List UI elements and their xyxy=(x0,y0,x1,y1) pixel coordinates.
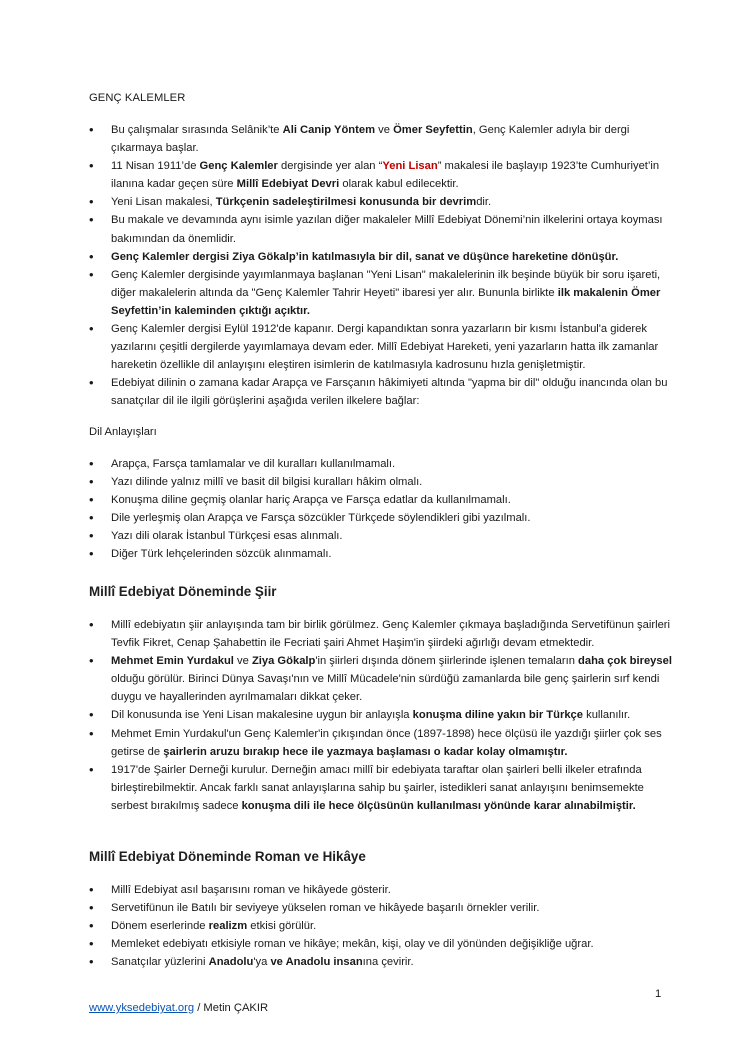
list-item xyxy=(89,266,674,320)
emphasized-text: Genç Kalemler xyxy=(199,160,278,173)
emphasized-text: Genç Kalemler dergisi Ziya Gökalp’in katılmasıyla bir dil, sanat ve düşünce hareketine dönüşür. xyxy=(111,250,619,263)
list-item-text: ve xyxy=(233,655,252,668)
list-item xyxy=(89,761,674,815)
list-item-text: Yeni Lisan makalesi, xyxy=(111,196,216,209)
list-item xyxy=(89,616,674,652)
list-item-text: olduğu görülür. Birinci Dünya Savaşı'nın ve Millî Mücadele'nin sürdüğü zamanlarda bile genç şairlerin sırf kendi duygu ve hayallerinden ayrılmamaları dikkat çeker. xyxy=(111,673,660,704)
list-item-text: Dile yerleşmiş olan Arapça ve Farsça sözcükler Türkçede söylendikleri gibi yazılmalı. xyxy=(111,512,531,525)
list-item-text: Sanatçılar yüzlerini xyxy=(111,956,209,969)
emphasized-text: Mehmet Emin Yurdakul xyxy=(111,655,234,668)
list-item-text: Yazı dilinde yalnız millî ve basit dil bilgisi kuralları hâkim olmalı. xyxy=(111,476,423,489)
list-item-text: dergisinde yer alan “ xyxy=(277,160,383,173)
list-item-text: Memleket edebiyatı etkisiyle roman ve hikâye; mekân, kişi, olay ve dil yönünden değişikliğe uğrar. xyxy=(111,938,594,951)
list-item xyxy=(89,491,674,509)
siir-list xyxy=(89,616,674,815)
list-item xyxy=(89,211,674,247)
emphasized-text: Türkçenin sadeleştirilmesi konusunda bir devrim xyxy=(215,196,477,209)
list-item-text: Dil konusunda ise Yeni Lisan makalesine uygun bir anlayışla xyxy=(111,709,413,722)
footer xyxy=(89,1002,268,1014)
list-item-text: Bu makale ve devamında aynı isimle yazılan diğer makaleler Millî Edebiyat Dönemi’nin ilkelerini ortaya koyması bakımından da önemlidir. xyxy=(111,214,663,245)
emphasized-text: ve Anadolu insan xyxy=(270,956,363,969)
emphasized-text: konuşma diline yakın bir Türkçe xyxy=(412,709,583,722)
list-item-text: 1917'de Şairler Derneği kurulur. Derneğin amacı millî bir edebiyata taraftar olan şairleri belli ilkeler etrafında birleştirebilmektir. Ancak farklı sanat anlayışlarına sahip bu şairler, istedikleri sanat anlayışını benimsemekte serbest bırakılmış sadece xyxy=(111,763,644,812)
list-item-text: olarak kabul edilecektir. xyxy=(339,178,459,191)
list-item-text: ına çevirir. xyxy=(362,956,414,969)
list-item-text: ” makalesi ile başlayıp 1923’te Cumhuriyet’in ilanına kadar geçen süre xyxy=(111,160,660,191)
list-item-text: ve xyxy=(375,124,394,136)
list-item xyxy=(89,248,674,266)
list-item-text: 'ya xyxy=(253,956,271,969)
list-item-text: 'in şiirleri dışında dönem şiirlerinde işlenen temaların xyxy=(315,655,579,668)
list-item-text: Mehmet Emin Yurdakul'un Genç Kalemler'in çıkışından önce (1897-1898) hece ölçüsü ile yazdığı şiirler çok ses getirse de xyxy=(111,727,662,758)
emphasized-text: şairlerin aruzu bırakıp hece ile yazmaya başlaması o kadar kolay olmamıştır. xyxy=(163,745,568,758)
list-item xyxy=(89,545,674,563)
list-item-text: 11 Nisan 1911’de xyxy=(111,160,200,173)
list-item xyxy=(89,455,674,473)
list-item-text: , Genç Kalemler adıyla bir dergi çıkarmaya başlar. xyxy=(111,124,630,155)
intro-list xyxy=(89,121,674,411)
list-item-text: kullanılır. xyxy=(583,709,631,722)
list-item xyxy=(89,935,674,953)
emphasized-text: daha çok bireysel xyxy=(578,655,672,668)
list-item xyxy=(89,881,674,899)
list-item xyxy=(89,320,674,374)
list-item-text: Servetifünun ile Batılı bir seviyeye yükselen roman ve hikâyede başarılı örnekler verilir. xyxy=(111,902,540,915)
emphasized-text: Millî Edebiyat Devri xyxy=(236,178,340,191)
list-item-text: Genç Kalemler dergisinde yayımlanmaya başlanan "Yeni Lisan" makalelerinin ilk beşinde büyük bir soru işareti, diğer makalelerin altında da "Genç Kalemler Tahrir Heyeti" ibaresi yer alır. Bununla birlikte xyxy=(111,268,661,299)
footer-separator: / xyxy=(194,1002,204,1014)
list-item-text: Dönem eserlerinde xyxy=(111,920,209,933)
list-item-text: Diğer Türk lehçelerinden sözcük alınmamalı. xyxy=(111,548,332,561)
emphasized-text: Yeni Lisan xyxy=(382,160,438,173)
dil-list xyxy=(89,455,674,564)
list-item-text: Bu çalışmalar sırasında Selânik’te xyxy=(111,124,283,136)
list-item xyxy=(89,917,674,935)
roman-section-heading: Millî Edebiyat Döneminde Roman ve Hikâye xyxy=(89,849,366,864)
list-item xyxy=(89,193,674,211)
footer-website-link[interactable]: www.yksedebiyat.org xyxy=(89,1002,195,1014)
emphasized-text: konuşma dili ile hece ölçüsünün kullanılması yönünde karar alınabilmiştir. xyxy=(241,799,636,812)
emphasized-text: ilk makalenin Ömer Seyfettin’in kaleminden çıktığı açıktır. xyxy=(111,286,661,317)
list-item xyxy=(89,509,674,527)
emphasized-text: Ziya Gökalp xyxy=(251,655,316,668)
list-item xyxy=(89,527,674,545)
list-item xyxy=(89,953,674,971)
list-item xyxy=(89,706,674,724)
emphasized-text: Anadolu xyxy=(208,956,254,969)
list-item-text: Edebiyat dilinin o zamana kadar Arapça ve Farsçanın hâkimiyeti altında "yapma bir dil" olduğu inancında olan bu sanatçılar dil ile ilgili görüşlerini aşağıda verilen ilkelere bağlar: xyxy=(111,377,668,408)
roman-list xyxy=(89,881,674,971)
list-item xyxy=(89,473,674,491)
footer-author: Metin ÇAKIR xyxy=(203,1002,269,1014)
list-item xyxy=(89,725,674,761)
siir-section-heading: Millî Edebiyat Döneminde Şiir xyxy=(89,584,277,599)
emphasized-text: realizm xyxy=(208,920,248,933)
page-title: GENÇ KALEMLER xyxy=(89,92,186,104)
list-item-text: Millî Edebiyat asıl başarısını roman ve hikâyede gösterir. xyxy=(111,884,391,896)
list-item xyxy=(89,374,674,410)
page-number: 1 xyxy=(655,988,662,1000)
list-item-text: dir. xyxy=(476,196,492,209)
list-item-text: Arapça, Farsça tamlamalar ve dil kuralları kullanılmamalı. xyxy=(111,458,396,470)
list-item xyxy=(89,899,674,917)
list-item xyxy=(89,121,674,157)
list-item-text: Yazı dili olarak İstanbul Türkçesi esas alınmalı. xyxy=(111,530,343,543)
emphasized-text: Ömer Seyfettin xyxy=(393,124,473,136)
list-item-text: etkisi görülür. xyxy=(247,920,317,933)
list-item xyxy=(89,157,674,193)
list-item-text: Millî edebiyatın şiir anlayışında tam bir birlik görülmez. Genç Kalemler çıkmaya başladığında Servetifünun şairleri Tevfik Fikret, Cenap Şahabettin ile Fecriati şairi Ahmet Haşim'in şiirdeki ağırlığı devam etmektedir. xyxy=(111,619,670,650)
list-item xyxy=(89,652,674,706)
list-item-text: Genç Kalemler dergisi Eylül 1912'de kapanır. Dergi kapandıktan sonra yazarların bir kısmı İstanbul'a giderek yazılarını çeşitli dergilerde yayımlamaya devam eder. Millî Edebiyat Hareketi, yeni yazarların hatta ilk zamanlar hareketin özellikle dil anlayışını eleştiren isimlerin de katılmasıyla kadrosunu hızla genişletmiştir. xyxy=(111,323,659,372)
list-item-text: Konuşma diline geçmiş olanlar hariç Arapça ve Farsça edatlar da kullanılmamalı. xyxy=(111,494,511,507)
dil-heading: Dil Anlayışları xyxy=(89,426,157,438)
emphasized-text: Ali Canip Yöntem xyxy=(282,124,376,136)
